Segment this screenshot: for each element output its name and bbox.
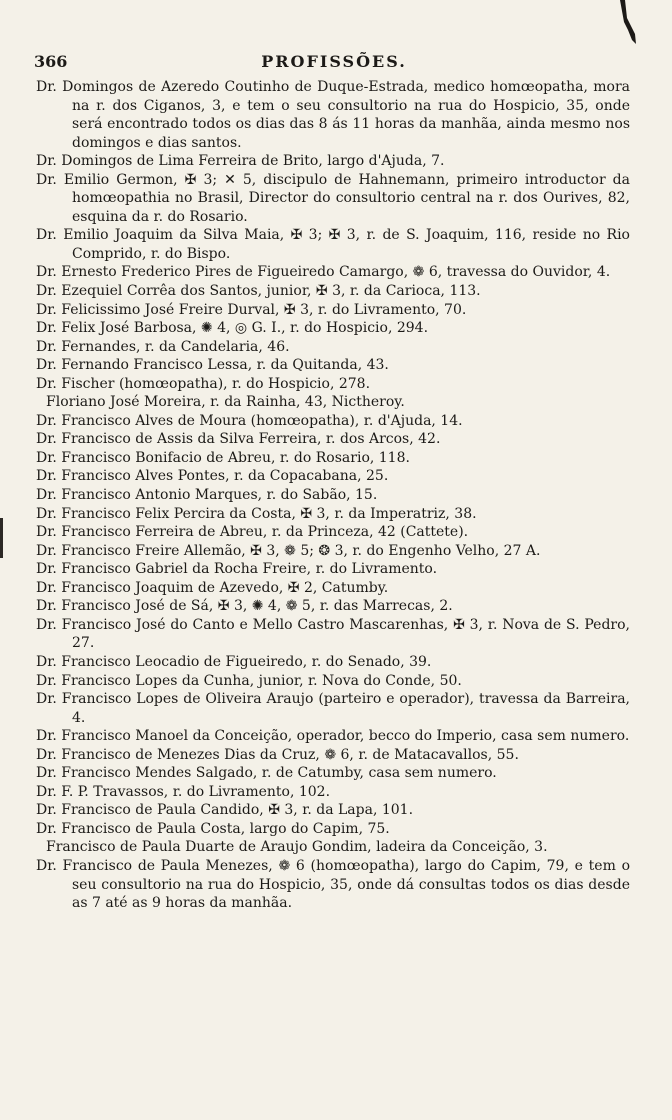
- page-header: [34, 52, 634, 76]
- entry: Dr. Francisco José de Sá, ✠ 3, ✺ 4, ❁ 5, r. das Marrecas, 2.: [36, 598, 453, 615]
- entry: Dr. Francisco José do Canto e Mello Castro Mascarenhas, ✠ 3, r. Nova de S. Pedro, 27.: [36, 616, 630, 652]
- entry: Dr. Francisco Manoel da Conceição, operador, becco do Imperio, casa sem numero.: [36, 728, 630, 745]
- entry: Dr. Francisco Alves de Moura (homœopatha), r. d'Ajuda, 14.: [36, 412, 463, 429]
- entry: Dr. Francisco Alves Pontes, r. da Copacabana, 25.: [36, 468, 389, 485]
- entry: Dr. Domingos de Lima Ferreira de Brito, largo d'Ajuda, 7.: [36, 153, 445, 170]
- ink-blot-mark: [616, 0, 638, 52]
- entry: Floriano José Moreira, r. da Rainha, 43, Nictheroy.: [46, 394, 405, 411]
- entry: Dr. Francisco Ferreira de Abreu, r. da Princeza, 42 (Cattete).: [36, 524, 469, 541]
- entry: Dr. Felicissimo José Freire Durval, ✠ 3, r. do Livramento, 70.: [36, 301, 467, 318]
- entry: Dr. Emilio Germon, ✠ 3; ✕ 5, discipulo de Hahnemann, primeiro introductor da homœopathia no Brasil, Director do consultorio central na r. dos Ourives, 82, esquina da r. do Rosario.: [36, 171, 630, 225]
- entry: Dr. Francisco Bonifacio de Abreu, r. do Rosario, 118.: [36, 449, 410, 466]
- entry: Dr. Fernando Francisco Lessa, r. da Quitanda, 43.: [36, 357, 389, 374]
- entry: Dr. Francisco Lopes de Oliveira Araujo (parteiro e operador), travessa da Barreira, 4.: [36, 691, 630, 726]
- entry: Dr. Francisco Antonio Marques, r. do Sabão, 15.: [36, 487, 378, 504]
- entry: Dr. Francisco Lopes da Cunha, junior, r. Nova do Conde, 50.: [36, 672, 462, 689]
- entry: Dr. Francisco Leocadio de Figueiredo, r. do Senado, 39.: [36, 653, 432, 670]
- running-title: PROFISSÕES.: [261, 52, 407, 71]
- entry: Dr. Francisco Freire Allemão, ✠ 3, ❁ 5; ❂ 3, r. do Engenho Velho, 27 A.: [36, 542, 541, 559]
- entry: Dr. Ezequiel Corrêa dos Santos, junior, ✠ 3, r. da Carioca, 113.: [36, 283, 481, 300]
- entry: Dr. Francisco de Menezes Dias da Cruz, ❁ 6, r. de Matacavallos, 55.: [36, 746, 519, 763]
- entry: Dr. Domingos de Azeredo Coutinho de Duque-Estrada, medico homœopatha, mora na r. dos Ciganos, 3, e tem o seu consultorio na rua do Hospicio, 35, onde será encontrado todos os dias das 8 ás 11 horas da manhãa, ainda mesmo nos domingos e dias santos.: [36, 79, 630, 151]
- entry: Dr. Francisco de Paula Costa, largo do Capim, 75.: [36, 820, 390, 837]
- entry: Dr. Francisco Gabriel da Rocha Freire, r. do Livramento.: [36, 561, 438, 578]
- entry: Dr. Francisco de Assis da Silva Ferreira, r. dos Arcos, 42.: [36, 431, 441, 448]
- entry: Dr. Francisco Mendes Salgado, r. de Catumby, casa sem numero.: [36, 765, 497, 782]
- entry: Dr. Francisco de Paula Menezes, ❁ 6 (homœopatha), largo do Capim, 79, e tem o seu consultorio na rua do Hospicio, 35, onde dá consultas todos os dias desde as 7 até as 9 horas da manhãa.: [36, 857, 630, 912]
- entry: Dr. Ernesto Frederico Pires de Figueiredo Camargo, ❁ 6, travessa do Ouvidor, 4.: [36, 264, 611, 281]
- entry: Dr. Francisco Felix Percira da Costa, ✠ 3, r. da Imperatriz, 38.: [36, 505, 477, 522]
- margin-mark: [0, 518, 3, 558]
- entry: Dr. Fischer (homœopatha), r. do Hospicio, 278.: [36, 375, 371, 392]
- entry: Dr. Felix José Barbosa, ✺ 4, ◎ G. I., r. do Hospicio, 294.: [36, 320, 429, 337]
- entry: Dr. Emilio Joaquim da Silva Maia, ✠ 3; ✠ 3, r. de S. Joaquim, 116, reside no Rio Comprido, r. do Bispo.: [36, 227, 630, 262]
- entry: Dr. Francisco de Paula Candido, ✠ 3, r. da Lapa, 101.: [36, 802, 414, 819]
- entry: Dr. Fernandes, r. da Candelaria, 46.: [36, 338, 290, 355]
- entry: Dr. Francisco Joaquim de Azevedo, ✠ 2, Catumby.: [36, 579, 389, 596]
- entry: Francisco de Paula Duarte de Araujo Gondim, ladeira da Conceição, 3.: [46, 839, 548, 856]
- page-number: 366: [34, 52, 68, 71]
- directory-entries: [36, 78, 630, 913]
- entry: Dr. F. P. Travassos, r. do Livramento, 102.: [36, 783, 331, 800]
